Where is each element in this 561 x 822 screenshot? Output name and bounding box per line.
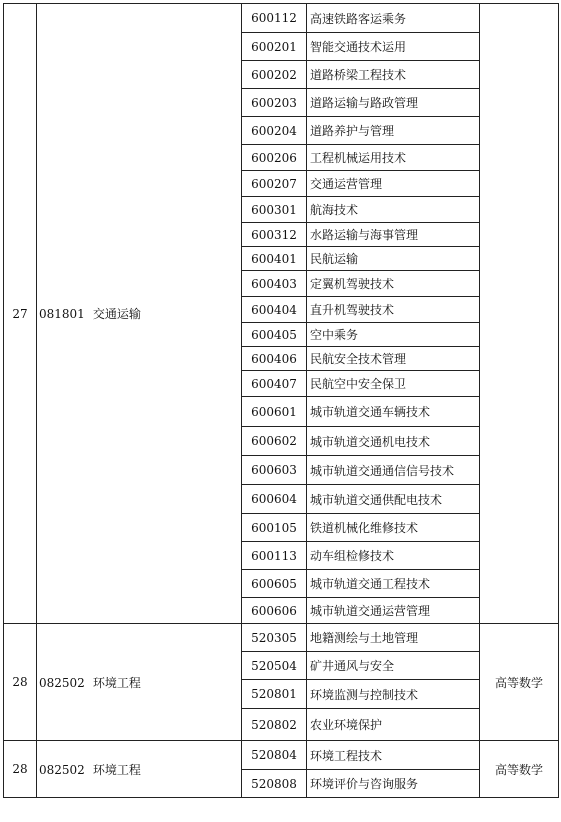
vocational-major-code: 600203 <box>242 89 307 117</box>
vocational-major-code: 600401 <box>242 247 307 271</box>
vocational-major-name: 民航安全技术管理 <box>307 347 480 371</box>
vocational-major-code: 600605 <box>242 570 307 598</box>
vocational-major-name: 环境评价与咨询服务 <box>307 770 480 798</box>
undergrad-major-cell <box>37 4 242 624</box>
vocational-major-name: 交通运营管理 <box>307 171 480 197</box>
vocational-major-name: 动车组检修技术 <box>307 542 480 570</box>
vocational-major-name: 智能交通技术运用 <box>307 33 480 61</box>
undergrad-major-cell <box>37 624 242 741</box>
major-name: 环境工程 <box>92 762 141 777</box>
vocational-major-code: 600112 <box>242 4 307 33</box>
vocational-major-code: 600404 <box>242 297 307 323</box>
vocational-major-code: 600407 <box>242 371 307 397</box>
exam-subject <box>480 4 559 624</box>
vocational-major-name: 城市轨道交通通信信号技术 <box>307 456 480 485</box>
vocational-major-name: 直升机驾驶技术 <box>307 297 480 323</box>
vocational-major-code: 520504 <box>242 652 307 680</box>
table-row <box>4 4 559 33</box>
vocational-major-name: 工程机械运用技术 <box>307 145 480 171</box>
vocational-major-code: 600312 <box>242 223 307 247</box>
undergrad-major-cell <box>37 741 242 798</box>
document-page <box>3 3 559 798</box>
table-body <box>4 4 559 798</box>
vocational-major-code: 600602 <box>242 427 307 456</box>
vocational-major-name: 环境工程技术 <box>307 741 480 770</box>
group-index: 28 <box>4 624 37 741</box>
exam-subject: 高等数学 <box>480 624 559 741</box>
vocational-major-name: 地籍测绘与土地管理 <box>307 624 480 652</box>
vocational-major-name: 空中乘务 <box>307 323 480 347</box>
major-code: 082502 <box>39 675 85 690</box>
vocational-major-code: 600105 <box>242 514 307 542</box>
vocational-major-name: 道路运输与路政管理 <box>307 89 480 117</box>
vocational-major-name: 城市轨道交通运营管理 <box>307 598 480 624</box>
vocational-major-code: 600406 <box>242 347 307 371</box>
exam-subject: 高等数学 <box>480 741 559 798</box>
vocational-major-name: 道路养护与管理 <box>307 117 480 145</box>
group-index: 28 <box>4 741 37 798</box>
table-row <box>4 624 559 652</box>
vocational-major-code: 600601 <box>242 397 307 427</box>
vocational-major-code: 600403 <box>242 271 307 297</box>
vocational-major-name: 民航运输 <box>307 247 480 271</box>
vocational-major-name: 铁道机械化维修技术 <box>307 514 480 542</box>
vocational-major-name: 矿井通风与安全 <box>307 652 480 680</box>
vocational-major-code: 600604 <box>242 485 307 514</box>
vocational-major-code: 600206 <box>242 145 307 171</box>
vocational-major-code: 600201 <box>242 33 307 61</box>
vocational-major-code: 520801 <box>242 680 307 709</box>
major-code: 081801 <box>39 307 85 321</box>
vocational-major-code: 520305 <box>242 624 307 652</box>
vocational-major-code: 600606 <box>242 598 307 624</box>
vocational-major-name: 环境监测与控制技术 <box>307 680 480 709</box>
vocational-major-code: 520804 <box>242 741 307 770</box>
table-row <box>4 741 559 770</box>
vocational-major-name: 航海技术 <box>307 197 480 223</box>
major-mapping-table <box>3 3 559 798</box>
vocational-major-name: 城市轨道交通供配电技术 <box>307 485 480 514</box>
vocational-major-code: 600113 <box>242 542 307 570</box>
vocational-major-code: 600603 <box>242 456 307 485</box>
vocational-major-name: 民航空中安全保卫 <box>307 371 480 397</box>
major-name: 环境工程 <box>92 675 141 690</box>
vocational-major-name: 城市轨道交通工程技术 <box>307 570 480 598</box>
major-name: 交通运输 <box>92 307 141 321</box>
vocational-major-name: 道路桥梁工程技术 <box>307 61 480 89</box>
vocational-major-name: 水路运输与海事管理 <box>307 223 480 247</box>
group-index: 27 <box>4 4 37 624</box>
vocational-major-code: 600202 <box>242 61 307 89</box>
vocational-major-code: 520802 <box>242 709 307 741</box>
major-code: 082502 <box>39 762 85 777</box>
vocational-major-code: 520808 <box>242 770 307 798</box>
vocational-major-name: 城市轨道交通机电技术 <box>307 427 480 456</box>
vocational-major-code: 600405 <box>242 323 307 347</box>
vocational-major-name: 农业环境保护 <box>307 709 480 741</box>
vocational-major-name: 城市轨道交通车辆技术 <box>307 397 480 427</box>
vocational-major-name: 定翼机驾驶技术 <box>307 271 480 297</box>
vocational-major-code: 600207 <box>242 171 307 197</box>
vocational-major-code: 600204 <box>242 117 307 145</box>
vocational-major-code: 600301 <box>242 197 307 223</box>
vocational-major-name: 高速铁路客运乘务 <box>307 4 480 33</box>
